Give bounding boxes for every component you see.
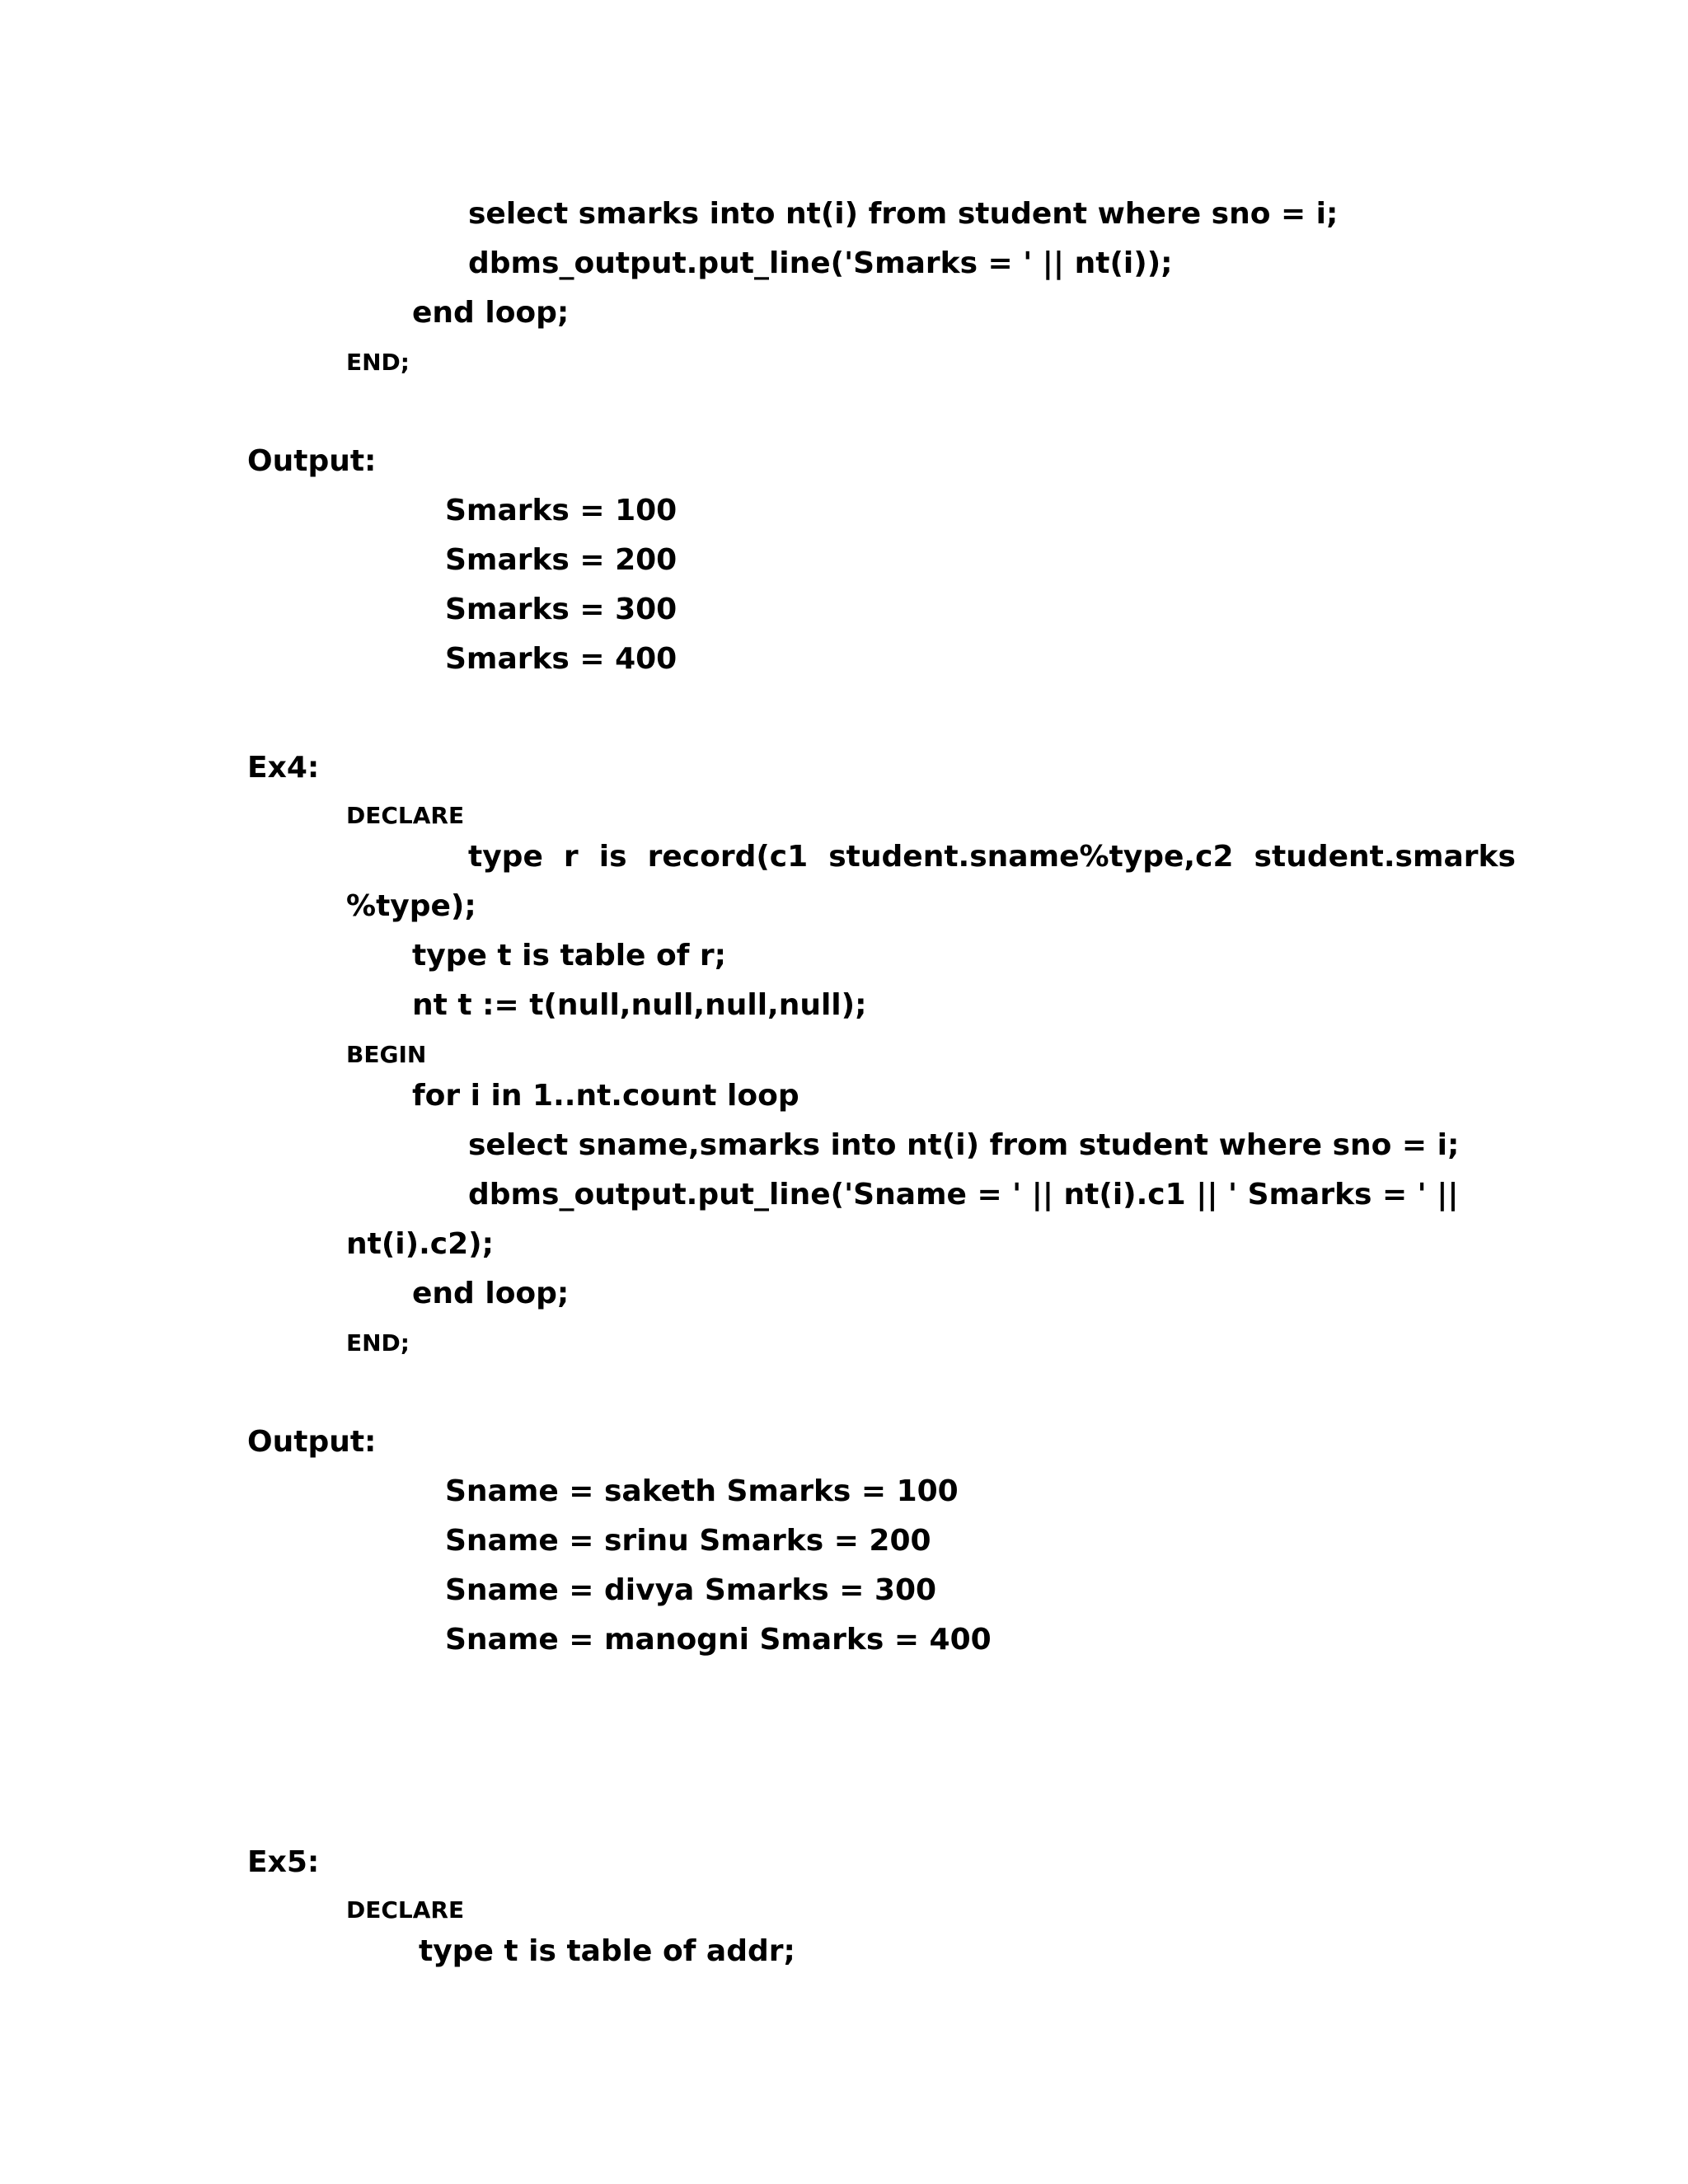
code-line: for i in 1..nt.count loop — [412, 1079, 799, 1113]
output-line: Sname = divya Smarks = 300 — [445, 1573, 937, 1607]
output-heading: Output: — [247, 444, 377, 478]
code-line: nt t := t(null,null,null,null); — [412, 988, 867, 1022]
output-line: Smarks = 300 — [445, 593, 678, 626]
output-line: Smarks = 400 — [445, 642, 678, 676]
code-line: dbms_output.put_line('Smarks = ' || nt(i)); — [468, 246, 1173, 280]
code-keyword-declare: DECLARE — [346, 802, 465, 829]
output-line: Sname = saketh Smarks = 100 — [445, 1474, 959, 1508]
code-line: end loop; — [412, 296, 570, 330]
code-line: %type); — [346, 889, 476, 923]
code-line: dbms_output.put_line('Sname = ' || nt(i).c1 || ' Smarks = ' || — [468, 1178, 1459, 1212]
output-line: Sname = srinu Smarks = 200 — [445, 1524, 931, 1558]
output-line: Smarks = 200 — [445, 543, 678, 577]
example-heading: Ex5: — [247, 1845, 320, 1879]
code-line: nt(i).c2); — [346, 1227, 494, 1261]
code-line: select sname,smarks into nt(i) from student where sno = i; — [468, 1128, 1460, 1162]
code-keyword-end: END; — [346, 349, 410, 376]
code-keyword-declare: DECLARE — [346, 1896, 465, 1924]
output-line: Smarks = 100 — [445, 494, 678, 527]
output-heading: Output: — [247, 1425, 377, 1459]
output-line: Sname = manogni Smarks = 400 — [445, 1623, 992, 1657]
code-keyword-begin: BEGIN — [346, 1041, 427, 1068]
code-line: end loop; — [412, 1277, 570, 1310]
example-heading: Ex4: — [247, 751, 320, 785]
code-line: type t is table of r; — [412, 939, 727, 972]
code-keyword-end: END; — [346, 1329, 410, 1357]
code-line: type t is table of addr; — [419, 1934, 795, 1968]
code-line: select smarks into nt(i) from student where sno = i; — [468, 197, 1339, 231]
code-line: type r is record(c1 student.sname%type,c2 student.smarks — [468, 840, 1516, 874]
